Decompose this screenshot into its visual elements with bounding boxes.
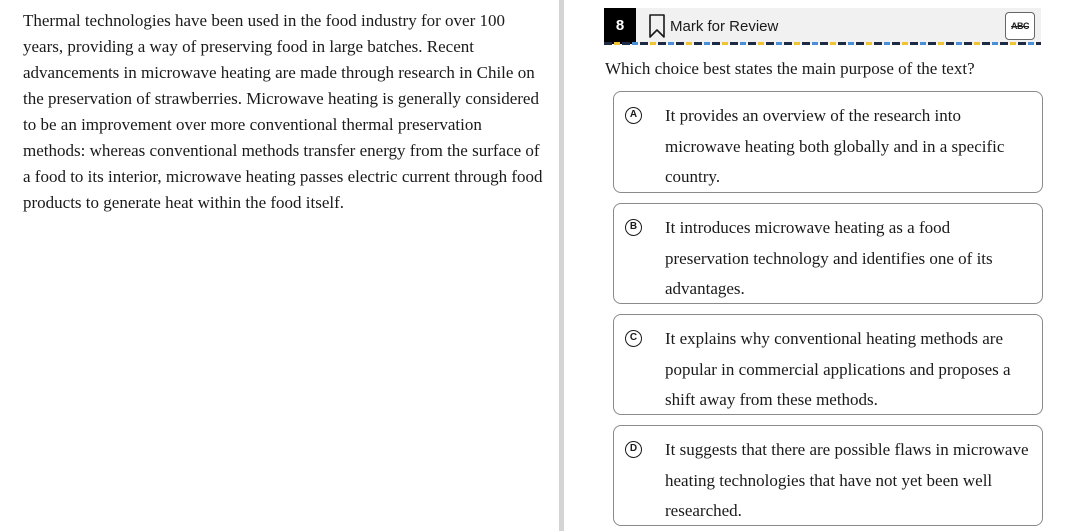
choice-letter-a: A: [625, 107, 642, 124]
choice-letter-c: C: [625, 330, 642, 347]
answer-choice-a[interactable]: [613, 91, 1043, 193]
mark-for-review-button[interactable]: [648, 8, 778, 44]
answer-choice-c[interactable]: [613, 314, 1043, 415]
mark-for-review-label: Mark for Review: [670, 17, 779, 35]
answer-choice-d[interactable]: [613, 425, 1043, 526]
passage-text: Thermal technologies have been used in the food industry for over 100 years, providing a way of preserving food in large batches. Recent advancements in microwave heating are made through research in Chile on the preservation of strawberries. Microwave heating is generally considered to be an improvement over more conventional thermal preservation methods: whereas conventional methods transfer energy from the surface of a food to its interior, microwave heating passes electric current through food products to generate heat within the food itself.: [23, 11, 543, 212]
choice-letter-d: D: [625, 441, 642, 458]
question-prompt: Which choice best states the main purpose of the text?: [605, 59, 975, 78]
question-header: [604, 8, 1041, 44]
choice-text-b: It introduces microwave heating as a food preservation technology and identifies one of its advantages.: [665, 218, 993, 298]
choice-text-c: It explains why conventional heating methods are popular in commercial applications and proposes a shift away from these methods.: [665, 329, 1011, 409]
question-number: 8: [604, 8, 636, 44]
header-dashed-border: [604, 42, 1041, 45]
choice-text-a: It provides an overview of the research into microwave heating both globally and in a specific country.: [665, 106, 1005, 186]
bookmark-icon: [648, 13, 666, 39]
question-pane: [564, 0, 1080, 531]
choice-letter-b: B: [625, 219, 642, 236]
choice-text-d: It suggests that there are possible flaws in microwave heating technologies that have not yet been well researched.: [665, 440, 1029, 520]
answer-choice-b[interactable]: [613, 203, 1043, 304]
strikethrough-abc-icon: ABC: [1011, 21, 1029, 31]
answer-eliminator-button[interactable]: [1005, 12, 1035, 40]
